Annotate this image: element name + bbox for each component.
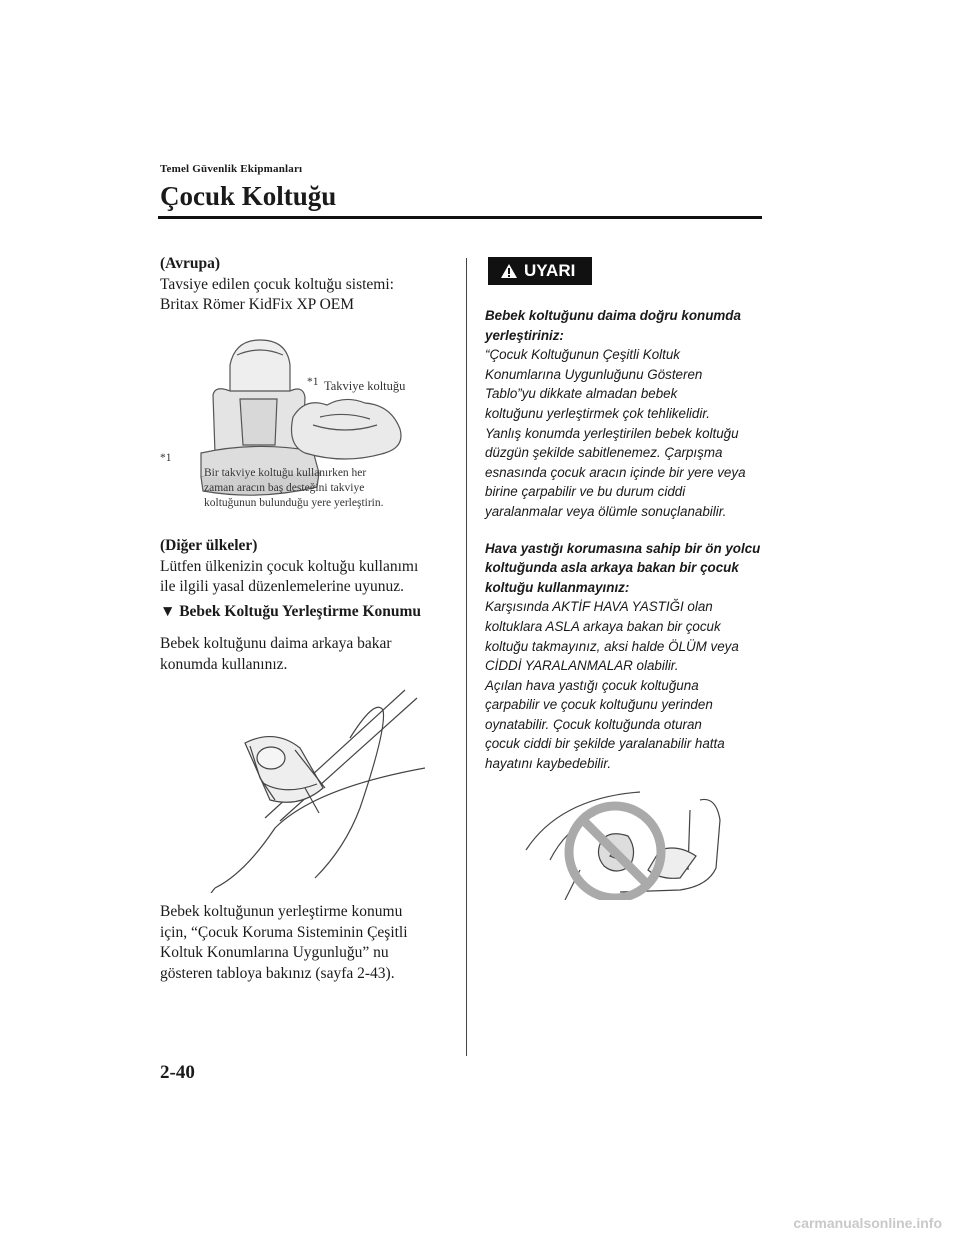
recommended-line-2: Britax Römer KidFix XP OEM <box>160 296 355 313</box>
warning-line: Karşısında AKTİF HAVA YASTIĞI olan <box>485 599 713 615</box>
warning-line: çarpabilir ve çocuk koltuğunu yerinden <box>485 697 713 713</box>
page-title: Çocuk Koltuğu <box>160 181 337 211</box>
footer-watermark: carmanualsonline.info <box>793 1215 942 1231</box>
infant-carrier-figure <box>205 688 425 893</box>
figure-marker-top: *1 <box>307 376 319 388</box>
warning-text <box>485 306 765 774</box>
recommended-line-1: Tavsiye edilen çocuk koltuğu sistemi: <box>160 275 394 293</box>
warning-line: oynatabilir. Çocuk koltuğunda oturan <box>485 716 702 732</box>
ref-text-line: için, “Çocuk Koruma Sisteminin Çeşitli <box>160 923 408 941</box>
warning-line: koltuğu takmayınız, aksi halde ÖLÜM veya <box>485 638 739 654</box>
airbag-prohibited-illustration <box>520 790 760 900</box>
warning-line: birine çarpabilir ve bu durum ciddi <box>485 484 686 500</box>
other-text-line: ile ilgili yasal düzenlemelerine uyunuz. <box>160 578 405 595</box>
other-heading: (Diğer ülkeler) <box>160 537 258 554</box>
infant-text-block <box>160 634 460 675</box>
subsection-title: Bebek Koltuğu Yerleştirme Konumu <box>179 603 422 620</box>
figure-note-line: zaman aracın baş desteğini takviye <box>204 482 365 494</box>
warning-heading-line: yerleştiriniz: <box>485 327 564 343</box>
warning-line: düzgün şekilde sabitlenemez. Çarpışma <box>485 445 723 461</box>
column-divider <box>466 258 467 1056</box>
figure-note-line: koltuğunun bulunduğu yere yerleştirin. <box>204 497 384 509</box>
other-text-line: Lütfen ülkenizin çocuk koltuğu kullanımı <box>160 557 419 575</box>
page-number: 2-40 <box>160 1062 195 1083</box>
infant-carrier-illustration <box>205 688 425 893</box>
warning-line: koltuğunu yerleştirmek çok tehlikelidir. <box>485 405 711 421</box>
warning-heading-1 <box>485 306 765 345</box>
reference-text-block <box>160 902 460 984</box>
warning-label: UYARI <box>524 261 576 280</box>
warning-triangle-icon <box>500 263 518 279</box>
warning-heading-line: koltuğu kullanmayınız: <box>485 579 630 595</box>
warning-line: “Çocuk Koltuğunun Çeşitli Koltuk <box>485 347 681 363</box>
other-countries-block <box>160 536 460 598</box>
subsection-heading <box>160 602 470 623</box>
warning-line: Açılan hava yastığı çocuk koltuğuna <box>485 677 699 693</box>
warning-paragraph-2 <box>485 597 765 773</box>
ref-text-line: Bebek koltuğunun yerleştirme konumu <box>160 903 403 920</box>
europe-heading: (Avrupa) <box>160 255 220 272</box>
ref-text-line: Koltuk Konumlarına Uygunluğu” nu <box>160 944 389 961</box>
europe-block <box>160 254 460 316</box>
infant-text-line: Bebek koltuğunu daima arkaya bakar <box>160 635 392 652</box>
warning-line: Yanlış konumda yerleştirilen bebek koltuğu <box>485 425 739 441</box>
warning-heading-line: Hava yastığı korumasına sahip bir ön yolcu <box>485 540 761 556</box>
warning-line: esnasında çocuk aracın içinde bir yere veya <box>485 464 746 480</box>
warning-line: koltuklara ASLA arkaya bakan bir çocuk <box>485 618 721 634</box>
warning-line: Konumlarına Uygunluğunu Gösteren <box>485 366 703 382</box>
warning-line: CİDDİ YARALANMALAR olabilir. <box>485 658 679 674</box>
warning-paragraph-1 <box>485 345 765 521</box>
figure-marker-bottom: *1 <box>160 452 172 464</box>
prohibited-seat-figure <box>520 790 760 900</box>
warning-heading-line: koltuğunda asla arkaya bakan bir çocuk <box>485 560 739 576</box>
warning-heading-line: Bebek koltuğunu daima doğru konumda <box>485 308 741 323</box>
warning-line: yaralanmalar veya ölümle sonuçlanabilir. <box>485 503 727 519</box>
warning-line: hayatını kaybedebilir. <box>485 756 612 772</box>
header-rule <box>158 216 762 219</box>
infant-text-line: konumda kullanınız. <box>160 655 288 673</box>
ref-text-line: gösteren tabloya bakınız (sayfa 2-43). <box>160 964 395 982</box>
section-label: Temel Güvenlik Ekipmanları <box>160 163 303 175</box>
booster-label: Takviye koltuğu <box>324 379 406 393</box>
child-seat-figure <box>160 335 455 535</box>
figure-note-line: Bir takviye koltuğu kullanırken her <box>204 467 367 479</box>
warning-heading-2 <box>485 539 765 598</box>
figure-note <box>204 466 464 511</box>
triangle-marker-icon: ▼ <box>160 603 176 620</box>
warning-badge <box>488 257 592 285</box>
warning-line: çocuk ciddi bir şekilde yaralanabilir hatta <box>485 736 725 752</box>
warning-line: Tablo”yu dikkate almadan bebek <box>485 386 678 402</box>
